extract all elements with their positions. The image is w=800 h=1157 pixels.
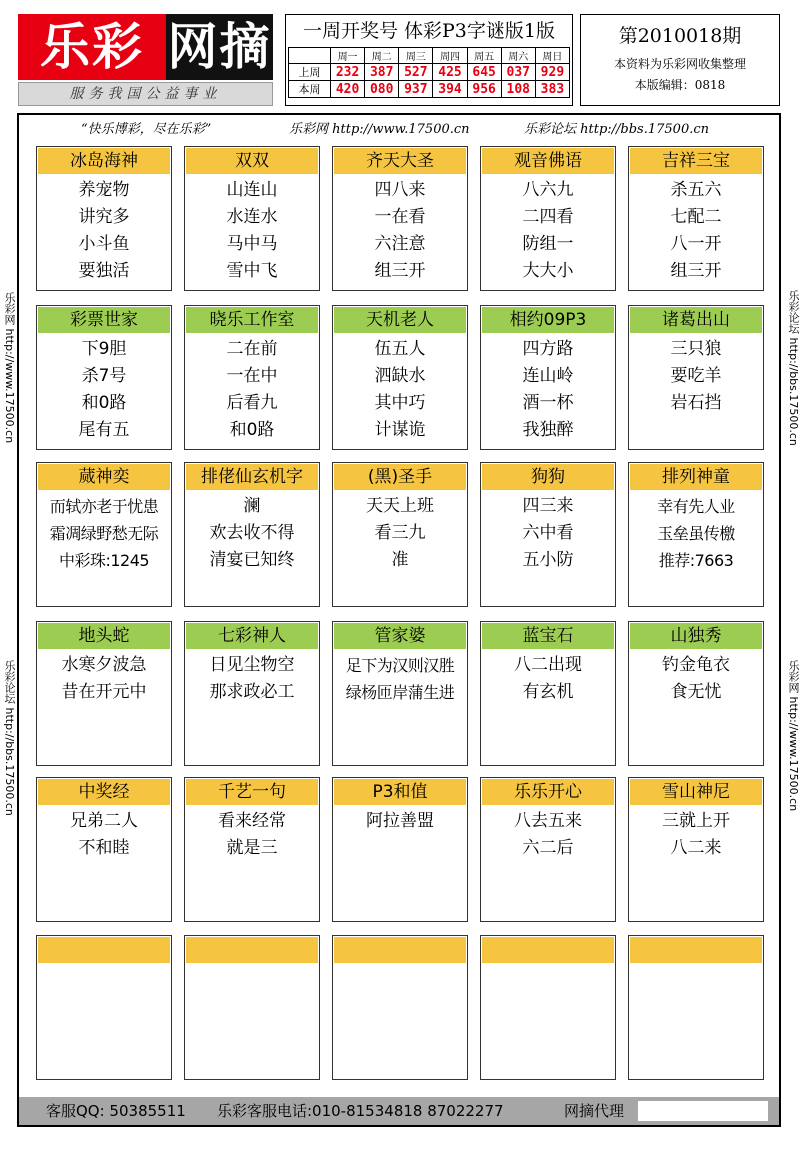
footer-bar	[19, 1097, 779, 1125]
tip-line: 玉垒虽传檄	[657, 524, 735, 543]
day-header: 周六	[501, 48, 535, 64]
tip-line: 讲究多	[78, 207, 130, 227]
tip-card-body	[481, 493, 615, 574]
tip-line: 后看九	[226, 393, 278, 413]
tip-card-title	[334, 937, 466, 963]
tip-card-title: 天机老人	[334, 307, 466, 333]
tip-card-title: 晓乐工作室	[186, 307, 318, 333]
tip-line: 澜	[243, 496, 261, 516]
tip-card	[628, 777, 764, 922]
tip-card	[332, 935, 468, 1080]
banner-motto: “快乐博彩，尽在乐彩”	[81, 122, 212, 137]
tip-card-title: 千艺一句	[186, 779, 318, 805]
tip-card	[628, 146, 764, 291]
tip-line: 准	[391, 550, 409, 570]
draw-number: 420	[331, 81, 365, 98]
tip-card-body	[37, 336, 171, 444]
day-header: 周五	[467, 48, 501, 64]
page-title: 一周开奖号 体彩P3字谜版1版	[302, 20, 555, 42]
tip-line: 八一开	[670, 234, 722, 254]
tip-line: 而轼亦老于忧患	[49, 497, 159, 516]
tip-line: 尾有五	[78, 420, 130, 440]
tip-card-title: 观音佛语	[482, 148, 614, 174]
day-header: 周一	[331, 48, 365, 64]
tip-card-title: 排列神童	[630, 464, 762, 490]
tip-card-body	[481, 336, 615, 444]
day-header: 周日	[535, 48, 569, 64]
tip-line: 有玄机	[522, 682, 574, 702]
draw-number: 108	[501, 81, 535, 98]
tip-line: 我独醉	[522, 420, 574, 440]
tip-card-body	[37, 493, 171, 574]
tip-line: 三就上开	[662, 811, 730, 831]
tip-line: 幸有先人业	[657, 497, 735, 516]
tip-line: 六注意	[374, 234, 426, 254]
day-header: 周三	[399, 48, 433, 64]
day-header: 周二	[365, 48, 399, 64]
tip-line: 日见尘物空	[209, 655, 295, 675]
tip-line: 钓金龟衣	[662, 655, 730, 675]
tip-line: 昔在开元中	[61, 682, 147, 702]
tip-line: 组三开	[374, 261, 426, 281]
tip-card-body	[37, 652, 171, 706]
tip-card-title: 双双	[186, 148, 318, 174]
tip-line: 阿拉善盟	[366, 811, 434, 831]
tip-line: 杀7号	[81, 366, 127, 386]
tip-card-body	[333, 808, 467, 835]
banner-forum-link[interactable]: 乐彩论坛 http://bbs.17500.cn	[524, 122, 710, 137]
tip-card-body	[333, 177, 467, 285]
site-logo	[18, 14, 273, 80]
tip-line: 防组一	[522, 234, 574, 254]
issue-number: 第2010018期	[618, 25, 742, 47]
tip-card	[628, 305, 764, 450]
tip-card-body	[629, 808, 763, 862]
tip-line: 二在前	[226, 339, 278, 359]
tip-line: 计谋诡	[374, 420, 426, 440]
row-label: 本周	[289, 81, 331, 98]
day-header: 周四	[433, 48, 467, 64]
tip-card-title: 中奖经	[38, 779, 170, 805]
tip-line: 要独活	[78, 261, 130, 281]
side-link-left-top[interactable]: 乐彩网 http://www.17500.cn	[3, 292, 16, 444]
tip-card-body	[333, 652, 467, 706]
logo-slogan: 服务我国公益事业	[18, 82, 273, 106]
tip-card-body	[481, 808, 615, 862]
tip-line: 岩石挡	[670, 393, 722, 413]
logo-red-text: 乐彩	[18, 14, 166, 80]
footer-agent-label: 网摘代理	[564, 1102, 625, 1120]
tip-line: 和0路	[229, 420, 275, 440]
draw-number: 394	[433, 81, 467, 98]
draw-number: 956	[467, 81, 501, 98]
row-label: 上周	[289, 64, 331, 81]
tip-card-title: 七彩神人	[186, 623, 318, 649]
tip-line: 四方路	[522, 339, 574, 359]
tip-card-title: 管家婆	[334, 623, 466, 649]
tip-line: 天天上班	[366, 496, 434, 516]
tip-card	[332, 305, 468, 450]
tip-card	[480, 462, 616, 607]
tip-card-body	[185, 652, 319, 706]
tip-card	[184, 777, 320, 922]
tip-card	[332, 777, 468, 922]
editor-note: 本版编辑：0818	[634, 78, 726, 92]
tip-card	[36, 305, 172, 450]
tip-card	[332, 146, 468, 291]
side-link-right-bottom[interactable]: 乐彩网 http://www.17500.cn	[787, 660, 800, 812]
tip-card-title: 蓝宝石	[482, 623, 614, 649]
tip-line: 马中马	[226, 234, 278, 254]
tip-card	[36, 935, 172, 1080]
tip-card-title: 狗狗	[482, 464, 614, 490]
tip-card	[184, 935, 320, 1080]
tip-line: 一在看	[374, 207, 426, 227]
tip-card-title: 诸葛出山	[630, 307, 762, 333]
tip-line: 四八来	[374, 180, 426, 200]
tip-line: 下9胆	[81, 339, 127, 359]
tip-card-body	[185, 808, 319, 862]
tip-line: 三只狼	[670, 339, 722, 359]
tip-card-title: 蒇神奕	[38, 464, 170, 490]
tip-card-title: 吉祥三宝	[630, 148, 762, 174]
issue-info-panel	[580, 14, 780, 106]
tip-line: 酒一杯	[522, 393, 574, 413]
tip-line: 欢去收不得	[209, 523, 295, 543]
draw-number: 080	[365, 81, 399, 98]
draw-number: 425	[433, 64, 467, 81]
tip-line: 七配二	[670, 207, 722, 227]
tip-line: 霜凋绿野愁无际	[49, 524, 159, 543]
tip-line: 一在中	[226, 366, 278, 386]
tip-card	[628, 935, 764, 1080]
draw-number: 645	[467, 64, 501, 81]
tip-card-title: 乐乐开心	[482, 779, 614, 805]
tip-card	[480, 305, 616, 450]
tip-card-body	[629, 652, 763, 706]
tip-line: 足下为汉则汉胜	[345, 656, 455, 675]
tip-card	[36, 146, 172, 291]
tip-line: 水连水	[226, 207, 278, 227]
tip-card-title: 相约09P3	[482, 307, 614, 333]
footer-phone: 乐彩客服电话:010-81534818 87022277	[217, 1102, 504, 1120]
tip-line: 推荐:7663	[658, 551, 734, 570]
weekly-draws-panel	[285, 14, 573, 106]
tip-card	[332, 621, 468, 766]
tip-card-body	[333, 336, 467, 444]
tip-card	[480, 146, 616, 291]
tip-card	[184, 305, 320, 450]
tip-card	[480, 935, 616, 1080]
banner-site-link[interactable]: 乐彩网 http://www.17500.cn	[289, 122, 470, 137]
tip-card-title: 彩票世家	[38, 307, 170, 333]
tip-line: 二四看	[522, 207, 574, 227]
tip-line: 中彩珠:1245	[58, 551, 150, 570]
tip-card-body	[629, 177, 763, 285]
tip-card-title: 山独秀	[630, 623, 762, 649]
tip-card-title	[186, 937, 318, 963]
tip-card	[480, 621, 616, 766]
tip-card-body	[333, 493, 467, 574]
tip-card	[628, 462, 764, 607]
tip-line: 不和睦	[78, 838, 130, 858]
tip-card	[628, 621, 764, 766]
tip-line: 兄弟二人	[70, 811, 138, 831]
tip-card-body	[37, 177, 171, 285]
tips-frame	[17, 113, 781, 1127]
tip-card-title: 地头蛇	[38, 623, 170, 649]
this-week-row	[289, 81, 570, 98]
tip-card	[184, 621, 320, 766]
tip-card	[184, 146, 320, 291]
tip-line: 看三九	[374, 523, 426, 543]
footer-qq: 客服QQ: 50385511	[46, 1102, 186, 1120]
tip-card-title: (黑)圣手	[334, 464, 466, 490]
tip-line: 八二来	[670, 838, 722, 858]
tip-line: 六二后	[522, 838, 574, 858]
tip-line: 泗缺水	[374, 366, 426, 386]
tip-line: 食无忧	[670, 682, 722, 702]
tip-card-body	[37, 808, 171, 862]
source-note: 本资料为乐彩网收集整理	[613, 57, 746, 71]
tip-line: 看来经常	[218, 811, 286, 831]
tip-line: 要吃羊	[670, 366, 722, 386]
tip-card-body	[185, 177, 319, 285]
tip-line: 小斗鱼	[78, 234, 130, 254]
tip-line: 清宴已知终	[209, 550, 295, 570]
tip-line: 那求政必工	[209, 682, 295, 702]
tip-line: 就是三	[226, 838, 278, 858]
tip-line: 组三开	[670, 261, 722, 281]
tip-card-title	[482, 937, 614, 963]
tip-card-title	[38, 937, 170, 963]
draw-results-table	[288, 47, 570, 98]
tip-card-title: 冰岛海神	[38, 148, 170, 174]
tip-card	[184, 462, 320, 607]
agent-blank-box	[638, 1101, 768, 1121]
tip-line: 山连山	[226, 180, 278, 200]
tip-card	[36, 621, 172, 766]
tip-line: 水寒夕波急	[61, 655, 147, 675]
tip-card	[36, 462, 172, 607]
tip-line: 大大小	[522, 261, 574, 281]
draw-number: 387	[365, 64, 399, 81]
tip-card-title: 排佬仙玄机字	[186, 464, 318, 490]
draw-number: 929	[535, 64, 569, 81]
draw-number: 383	[535, 81, 569, 98]
side-link-right-top[interactable]: 乐彩论坛 http://bbs.17500.cn	[787, 290, 800, 446]
tip-line: 连山岭	[522, 366, 574, 386]
tip-line: 伍五人	[374, 339, 426, 359]
draw-number: 232	[331, 64, 365, 81]
tip-card-body	[185, 336, 319, 444]
tip-line: 四三来	[522, 496, 574, 516]
banner	[19, 115, 779, 137]
tip-card-body	[481, 652, 615, 706]
tip-line: 绿杨匝岸蒲生进	[345, 683, 455, 702]
days-row	[289, 48, 570, 64]
logo-black-text: 网摘	[166, 14, 273, 80]
tip-line: 八去五来	[514, 811, 582, 831]
draw-number: 937	[399, 81, 433, 98]
tip-card-title	[630, 937, 762, 963]
tip-card-body	[185, 493, 319, 574]
tip-card-title: P3和值	[334, 779, 466, 805]
tip-line: 其中巧	[374, 393, 426, 413]
tip-line: 六中看	[522, 523, 574, 543]
tip-card-body	[629, 493, 763, 574]
tip-line: 八二出现	[514, 655, 582, 675]
tip-card	[480, 777, 616, 922]
draw-number: 527	[399, 64, 433, 81]
last-week-row	[289, 64, 570, 81]
tip-line: 五小防	[522, 550, 574, 570]
tip-line: 八六九	[522, 180, 574, 200]
tip-line: 养宠物	[78, 180, 130, 200]
side-link-left-bottom[interactable]: 乐彩论坛 http://bbs.17500.cn	[3, 660, 16, 816]
tip-card	[332, 462, 468, 607]
tip-line: 雪中飞	[226, 261, 278, 281]
corner-cell	[289, 48, 331, 64]
draw-number: 037	[501, 64, 535, 81]
tip-line: 杀五六	[670, 180, 722, 200]
tip-card-body	[481, 177, 615, 285]
tip-card-title: 齐天大圣	[334, 148, 466, 174]
tip-card-title: 雪山神尼	[630, 779, 762, 805]
tip-line: 和0路	[81, 393, 127, 413]
tip-card-body	[629, 336, 763, 417]
tip-card	[36, 777, 172, 922]
